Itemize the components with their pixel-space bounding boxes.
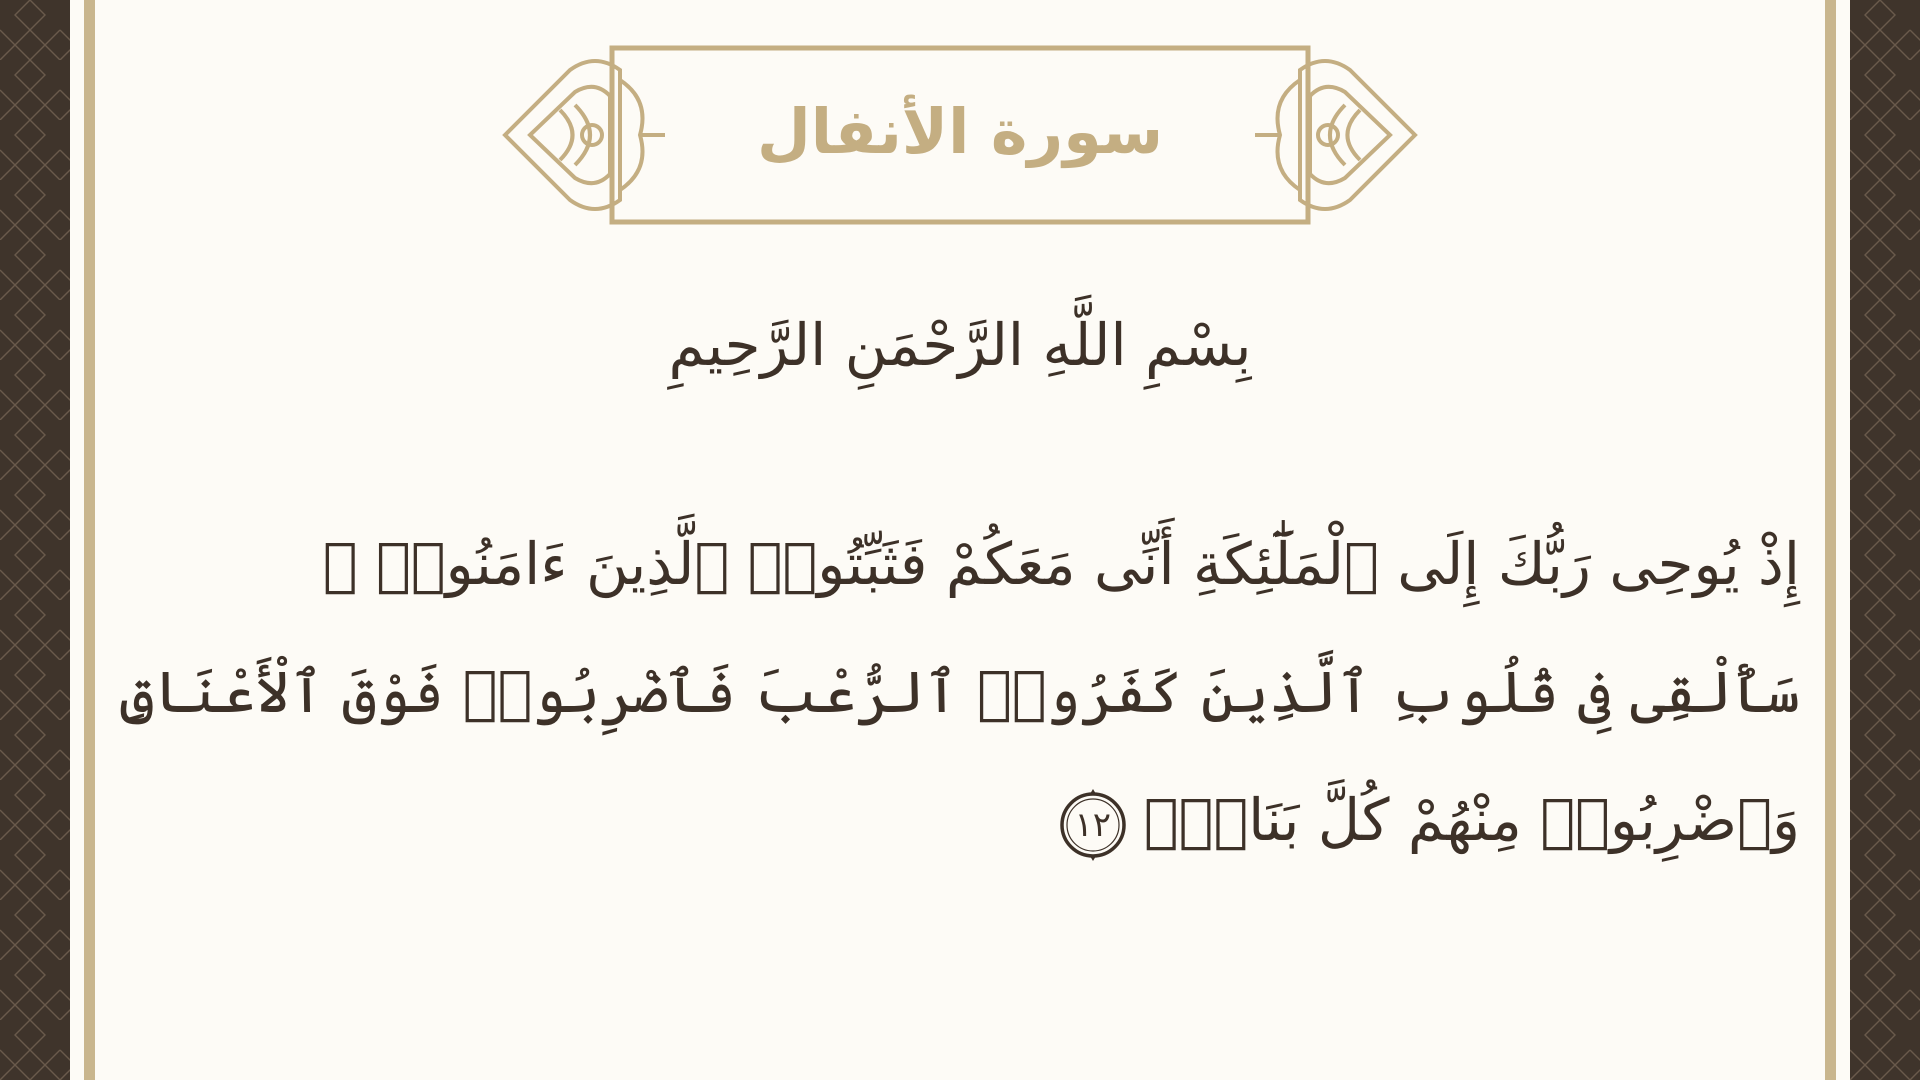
surah-title: سورة الأنفال <box>756 94 1164 168</box>
left-pattern-border <box>0 0 70 1080</box>
right-gold-rule <box>1825 0 1836 1080</box>
verse-text <box>119 500 1800 884</box>
ayah-end-marker <box>1056 788 1130 862</box>
left-gold-rule <box>84 0 95 1080</box>
ayah-number: ١٢ <box>1074 804 1111 845</box>
basmala-calligraphy: بِسْمِ اللَّهِ الرَّحْمَنِ الرَّحِيمِ <box>668 311 1252 379</box>
verse-line-1: إِذْ يُوحِى رَبُّكَ إِلَى ٱلْمَلَٰٓئِكَةِ أَنِّى مَعَكُمْ فَثَبِّتُوا۟ ٱلَّذِينَ ءَامَنُوا۟ ۚ <box>322 530 1800 598</box>
verse-line-3-text: وَٱضْرِبُوا۟ مِنْهُمْ كُلَّ بَنَانٍۢ <box>1143 786 1800 854</box>
verse-line-2: سَأُلْقِى فِى قُلُوبِ ٱلَّذِينَ كَفَرُوا۟ ٱلرُّعْبَ فَٱضْرِبُوا۟ فَوْقَ ٱلْأَعْنَاقِ <box>119 658 1800 726</box>
surah-title-frame <box>500 40 1420 230</box>
verse-line-3 <box>200 756 1800 884</box>
geometric-pattern-icon <box>0 0 70 1080</box>
geometric-pattern-icon <box>1850 0 1920 1080</box>
right-pattern-border <box>1850 0 1920 1080</box>
